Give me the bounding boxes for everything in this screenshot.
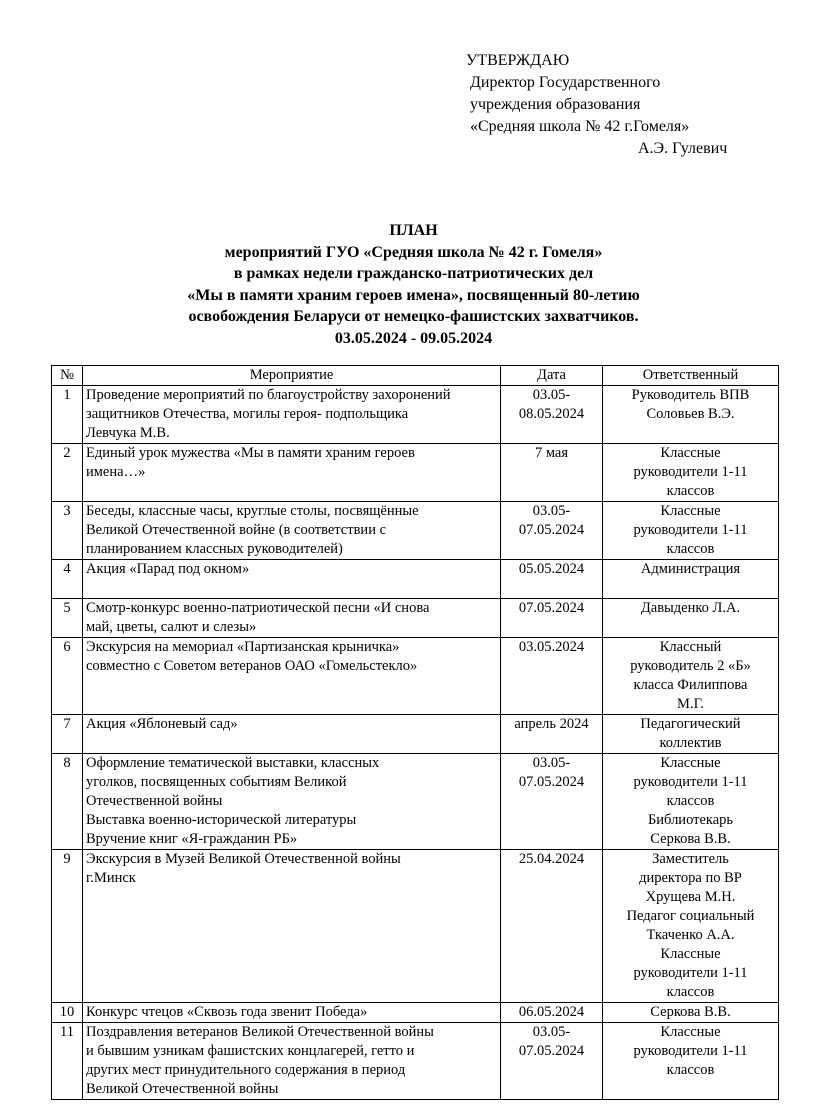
date-cell-line: 7 мая — [534, 445, 569, 461]
responsible-cell — [603, 638, 779, 715]
event-cell-line: май, цветы, салют и слезы» — [86, 619, 257, 635]
date-cell-line: 03.05.2024 — [518, 639, 585, 655]
approval-signer: А.Э. Гулевич — [638, 140, 728, 157]
event-cell-line: Великой Отечественной войне (в соответствии с — [86, 522, 387, 538]
responsible-cell — [603, 560, 779, 599]
date-cell-line: 03.05- — [532, 387, 571, 403]
event-cell-line: Беседы, классные часы, круглые столы, посвящённые — [86, 503, 419, 519]
table-row — [52, 444, 779, 502]
date-cell — [501, 502, 603, 560]
approval-block — [466, 50, 727, 160]
responsible-cell — [603, 1003, 779, 1023]
header-date: Дата — [501, 366, 603, 386]
responsible-cell-line: руководители 1-11 — [633, 522, 748, 538]
responsible-cell — [603, 754, 779, 850]
event-cell-line: Выставка военно-исторической литературы — [86, 812, 357, 828]
event-cell-line: Экскурсия на мемориал «Партизанская крыничка» — [86, 639, 400, 655]
responsible-cell-line: Педагогический — [640, 716, 741, 732]
row-number: 11 — [52, 1023, 83, 1100]
responsible-cell-line: руководители 1-11 — [633, 965, 748, 981]
table-row — [52, 1023, 779, 1100]
row-number: 6 — [52, 638, 83, 715]
responsible-cell-line: коллектив — [659, 735, 722, 751]
event-cell-line: Отечественной войны — [86, 793, 223, 809]
approval-line: Директор Государственного — [470, 74, 661, 91]
date-cell-line: 03.05- — [532, 755, 571, 771]
responsible-cell-line: Серкова В.В. — [650, 1004, 731, 1020]
event-cell-line: Оформление тематической выставки, классных — [86, 755, 380, 771]
event-cell-line: других мест принудительного содержания в период — [86, 1062, 406, 1078]
date-cell — [501, 715, 603, 754]
date-cell-line: 07.05.2024 — [518, 774, 585, 790]
date-cell-line: 07.05.2024 — [518, 1043, 585, 1059]
plan-title-line: мероприятий ГУО «Средняя школа № 42 г. Гомеля» — [224, 243, 603, 261]
event-cell-line: и бывшим узникам фашистских концлагерей, гетто и — [86, 1043, 415, 1059]
event-cell — [83, 1003, 501, 1023]
event-cell — [83, 850, 501, 1003]
table-row — [52, 754, 779, 850]
event-cell-line: Смотр-конкурс военно-патриотической песни «И снова — [86, 600, 430, 616]
event-cell-line: Великой Отечественной войны — [86, 1081, 279, 1097]
responsible-cell-line: Классный — [659, 639, 722, 655]
event-cell-line: совместно с Советом ветеранов ОАО «Гомельстекло» — [86, 658, 418, 674]
event-cell-line: Левчука М.В. — [86, 425, 170, 441]
responsible-cell-line: классов — [666, 483, 715, 499]
date-cell-line: 07.05.2024 — [518, 522, 585, 538]
responsible-cell-line: Классные — [660, 503, 721, 519]
event-cell-line — [86, 579, 497, 598]
date-cell-line: 07.05.2024 — [518, 600, 585, 616]
row-number: 10 — [52, 1003, 83, 1023]
responsible-cell-line: классов — [666, 541, 715, 557]
approval-line: учреждения образования — [470, 96, 641, 113]
event-cell-line: Единый урок мужества «Мы в памяти храним героев — [86, 445, 415, 461]
row-number: 5 — [52, 599, 83, 638]
event-cell-line: Поздравления ветеранов Великой Отечественной войны — [86, 1024, 434, 1040]
responsible-cell-line: Руководитель ВПВ — [631, 387, 750, 403]
table-row — [52, 850, 779, 1003]
responsible-cell-line: директора по ВР — [639, 870, 742, 886]
date-cell — [501, 386, 603, 444]
header-responsible: Ответственный — [603, 366, 779, 386]
table-row — [52, 715, 779, 754]
header-number: № — [52, 366, 83, 386]
table-body — [52, 386, 779, 1100]
responsible-cell-line: Серкова В.В. — [650, 831, 731, 847]
responsible-cell-line: Ткаченко А.А. — [646, 927, 735, 943]
responsible-cell-line: классов — [666, 793, 715, 809]
row-number: 9 — [52, 850, 83, 1003]
row-number: 3 — [52, 502, 83, 560]
responsible-cell-line: Хрущева М.Н. — [645, 889, 736, 905]
events-table — [51, 365, 779, 1100]
date-cell-line: 08.05.2024 — [518, 406, 585, 422]
responsible-cell — [603, 444, 779, 502]
plan-title-line: в рамках недели гражданско-патриотических дел — [233, 265, 594, 282]
event-cell-line: Акция «Яблоневый сад» — [86, 716, 238, 732]
event-cell-line: защитников Отечества, могилы героя- подпольщика — [86, 406, 409, 422]
event-cell-line: уголков, посвященных событиям Великой — [86, 774, 347, 790]
row-number: 4 — [52, 560, 83, 599]
responsible-cell — [603, 599, 779, 638]
event-cell — [83, 715, 501, 754]
responsible-cell-line: классов — [666, 984, 715, 1000]
plan-title-line: «Мы в памяти храним героев имена», посвященный 80-летию — [187, 286, 640, 304]
row-number: 2 — [52, 444, 83, 502]
event-cell-line: имена…» — [86, 464, 146, 480]
responsible-cell — [603, 386, 779, 444]
responsible-cell-line: Давыденко Л.А. — [640, 600, 741, 616]
header-event: Мероприятие — [83, 366, 501, 386]
plan-dates: 03.05.2024 - 09.05.2024 — [334, 329, 493, 347]
table-row — [52, 638, 779, 715]
responsible-cell-line: Классные — [660, 755, 721, 771]
event-cell — [83, 638, 501, 715]
row-number: 8 — [52, 754, 83, 850]
date-cell — [501, 560, 603, 599]
responsible-cell-line: Классные — [660, 445, 721, 461]
event-cell-line: Вручение книг «Я-гражданин РБ» — [86, 831, 298, 847]
event-cell-line: Проведение мероприятий по благоустройству захоронений — [86, 387, 451, 403]
responsible-cell-line: Классные — [660, 946, 721, 962]
date-cell — [501, 638, 603, 715]
event-cell-line: Экскурсия в Музей Великой Отечественной войны — [86, 851, 401, 867]
date-cell-line: 03.05- — [532, 503, 571, 519]
event-cell — [83, 599, 501, 638]
event-cell — [83, 754, 501, 850]
date-cell-line: 03.05- — [532, 1024, 571, 1040]
event-cell-line: Конкурс чтецов «Сквозь года звенит Победа» — [86, 1004, 368, 1020]
table-header-row — [52, 366, 779, 386]
plan-heading: ПЛАН — [389, 222, 438, 239]
event-cell — [83, 386, 501, 444]
responsible-cell-line: Соловьев В.Э. — [646, 406, 735, 422]
table-row — [52, 502, 779, 560]
responsible-cell-line: Заместитель — [652, 851, 729, 867]
event-cell — [83, 560, 501, 599]
date-cell — [501, 850, 603, 1003]
date-cell-line: 05.05.2024 — [518, 561, 585, 577]
approval-line: «Средняя школа № 42 г.Гомеля» — [470, 118, 690, 135]
table-row — [52, 386, 779, 444]
responsible-cell — [603, 502, 779, 560]
responsible-cell-line: Педагог социальный — [626, 908, 755, 924]
approval-title: УТВЕРЖДАЮ — [466, 52, 570, 69]
date-cell-line: 06.05.2024 — [518, 1004, 585, 1020]
plan-title-line: освобождения Беларуси от немецко-фашистских захватчиков. — [188, 308, 639, 325]
responsible-cell-line: М.Г. — [677, 696, 704, 712]
date-cell-line: 25.04.2024 — [518, 851, 585, 867]
responsible-cell-line: классов — [666, 1062, 715, 1078]
responsible-cell-line: руководители 1-11 — [633, 1043, 748, 1059]
responsible-cell — [603, 1023, 779, 1100]
date-cell — [501, 444, 603, 502]
date-cell — [501, 754, 603, 850]
date-cell-line: апрель 2024 — [514, 716, 589, 732]
responsible-cell-line: руководитель 2 «Б» — [630, 658, 751, 674]
responsible-cell-line: Администрация — [640, 561, 741, 577]
event-cell — [83, 502, 501, 560]
table-row — [52, 1003, 779, 1023]
responsible-cell-line: руководители 1-11 — [633, 774, 748, 790]
table-row — [52, 599, 779, 638]
date-cell — [501, 1023, 603, 1100]
responsible-cell-line: Библиотекарь — [647, 812, 734, 828]
responsible-cell — [603, 850, 779, 1003]
plan-title — [0, 220, 827, 349]
event-cell-line: г.Минск — [86, 870, 136, 886]
event-cell — [83, 1023, 501, 1100]
event-cell-line: планированием классных руководителей) — [86, 541, 343, 557]
table-row — [52, 560, 779, 599]
date-cell — [501, 1003, 603, 1023]
date-cell — [501, 599, 603, 638]
responsible-cell-line: класса Филиппова — [633, 677, 748, 693]
event-cell — [83, 444, 501, 502]
event-cell-line: Акция «Парад под окном» — [86, 561, 250, 577]
row-number: 7 — [52, 715, 83, 754]
responsible-cell — [603, 715, 779, 754]
responsible-cell-line: Классные — [660, 1024, 721, 1040]
responsible-cell-line: руководители 1-11 — [633, 464, 748, 480]
row-number: 1 — [52, 386, 83, 444]
